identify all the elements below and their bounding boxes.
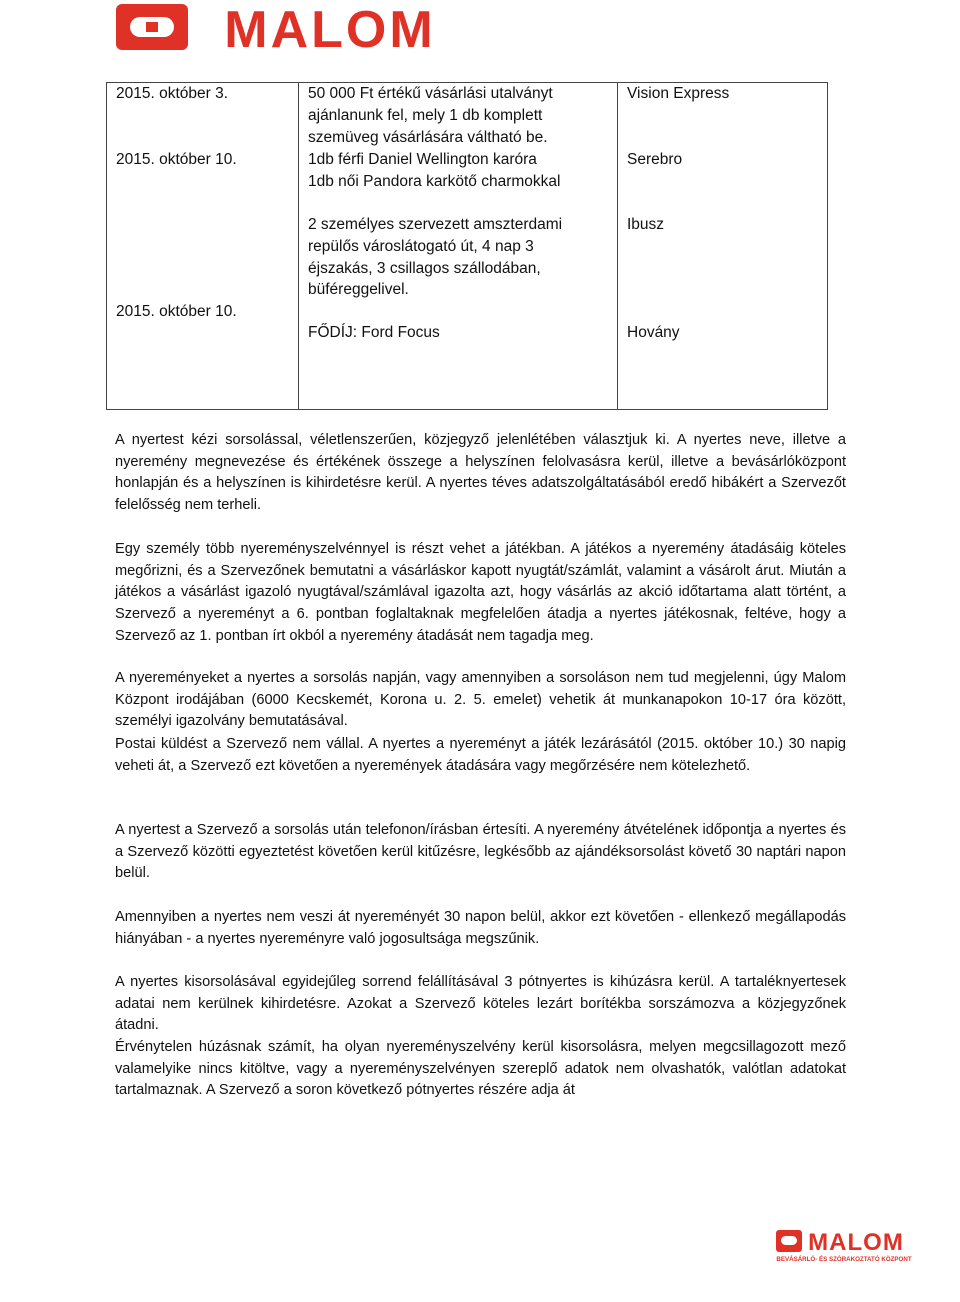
prize-line: 1db férfi Daniel Wellington karóra xyxy=(308,151,537,168)
paragraph-drawing-rules: A nyertest kézi sorsolással, véletlenszerűen, közjegyző jelenlétében választjuk ki. A nyertes neve, illetve a nyeremény megnevezése és értékének összege a helyszínen felolvasásra kerül, illetve a bevásárlóközpont honlapján és a helyszínen is kihirdetésre kerül. A nyertes téves adatszolgáltatásából eredő hibákért a Szervezőt felelősség nem terheli. xyxy=(115,432,846,514)
paragraph-multiple-entries: Egy személy több nyereményszelvénnyel is részt vehet a játékban. A játékos a nyeremény átadásáig köteles megőrizni, és a Szervezőnek bemutatni a vásárláskor kapott nyugtát/számlát, valamint a vásárolt árut. Miután a játékos a vásárlást igazoló nyugtával/számlával igazolta azt, hogy vásárlás az akció időtartama alatt történt, a Szervező a nyereményt a 6. pontban foglaltaknak megfelelően átadja a nyertes játékosnak, feltéve, hogy a Szervező az 1. pontban írt okból a nyeremény átadását nem tagadja meg. xyxy=(115,541,846,644)
sponsor-4: Hovány xyxy=(627,324,680,341)
sponsors-column xyxy=(618,83,828,410)
date-2: 2015. október 10. xyxy=(116,151,237,168)
sponsor-3: Ibusz xyxy=(627,216,665,233)
prize-line: szemüveg vásárlására váltható be. xyxy=(308,129,548,146)
footer-logo-tagline: BEVÁSÁRLÓ- ÉS SZÓRAKOZTATÓ KÖZPONT xyxy=(776,1256,912,1263)
footer-logo-wordmark: MALOM xyxy=(808,1229,904,1256)
prize-line: 2 személyes szervezett amszterdami xyxy=(308,216,563,233)
main-prize: FŐDÍJ: Ford Focus xyxy=(308,324,440,341)
sponsor-2: Serebro xyxy=(627,151,683,168)
prize-line: repülős városlátogató út, 4 nap 3 xyxy=(308,238,534,255)
dates-column xyxy=(107,83,299,410)
paragraph-reserve-winners: A nyertes kisorsolásával egyidejűleg sorrend felállításával 3 pótnyertes is kihúzásra kerül. A tartaléknyertesek adatai nem kerülnek kihirdetésre. Azokat a Szervező köteles lezárt borítékba sorszámozva a közjegyzőnek átadni. xyxy=(115,974,846,1034)
prize-line: 1db női Pandora karkötő charmokkal xyxy=(308,173,561,190)
prize-line: 50 000 Ft értékű vásárlási utalványt xyxy=(308,85,553,102)
logo-wordmark: MALOM xyxy=(224,2,436,52)
sponsor-1: Vision Express xyxy=(627,85,730,102)
paragraph-postal: Postai küldést a Szervező nem vállal. A nyertes a nyereményt a játék lezárásától (2015. október 10.) 30 napig veheti át, a Szervező ezt követően a nyeremények átadására vagy megőrzésére nem kötelezhető. xyxy=(115,736,846,774)
date-3: 2015. október 10. xyxy=(116,303,237,320)
malom-logo xyxy=(116,2,472,52)
prize-line: éjszakás, 3 csillagos szállodában, xyxy=(308,260,541,277)
prize-table xyxy=(106,82,828,410)
paragraph-notification: A nyertest a Szervező a sorsolás után telefonon/írásban értesíti. A nyeremény átvételének időpontja a nyertes és a Szervező közötti egyeztetést követően kerül kitűzésre, legkésőbb az ajándéksorsolást követő 30 naptári napon belül. xyxy=(115,822,846,882)
prize-line: büféreggelivel. xyxy=(308,281,409,298)
paragraph-invalid-draw: Érvénytelen húzásnak számít, ha olyan nyereményszelvény kerül kisorsolásra, melyen megcsillagozott mező valamelyike nincs kitöltve, vagy a nyereményszelvényen szereplő adatok nem olvashatók, valótlan adatokat tartalmaznak. A Szervező a soron következő pótnyertes részére adja át xyxy=(115,1039,846,1099)
prizes-column xyxy=(299,83,618,410)
prize-line: ajánlanunk fel, mely 1 db komplett xyxy=(308,107,543,124)
date-1: 2015. október 3. xyxy=(116,85,229,102)
paragraph-prize-collection: A nyereményeket a nyertes a sorsolás napján, vagy amennyiben a sorsoláson nem tud megjelenni, úgy Malom Központ irodájában (6000 Kecskemét, Korona u. 2. 5. emelet) vehetik át munkanapokon 10-17 óra között, személyi igazolvány bemutatásával. xyxy=(115,670,846,730)
malom-footer-logo xyxy=(776,1229,912,1263)
table-row xyxy=(107,83,828,410)
paragraph-expiry: Amennyiben a nyertes nem veszi át nyereményét 30 napon belül, akkor ezt követően - ellenkező megállapodás hiányában - a nyertes nyereményre való jogosultsága megszűnik. xyxy=(115,909,846,947)
